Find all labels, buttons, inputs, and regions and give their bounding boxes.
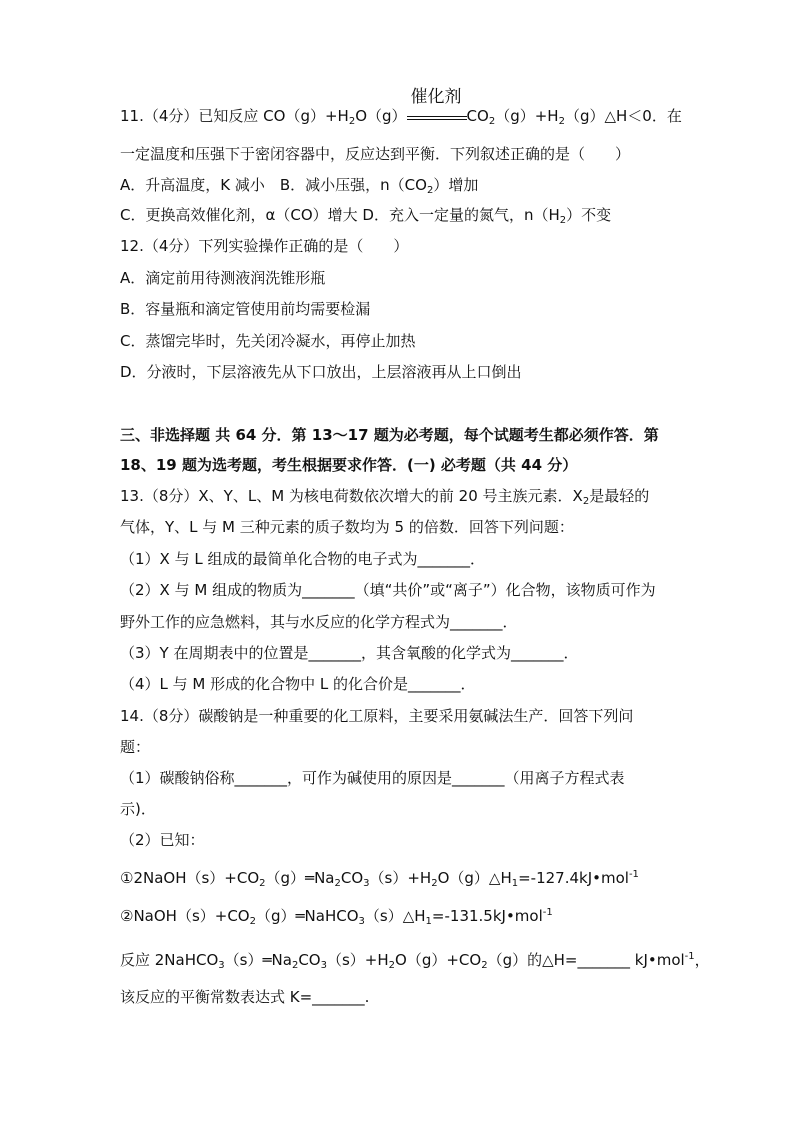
q12-stem: 12.（4分）下列实验操作正确的是（ ） [120,237,409,255]
q13-part-4: （4）L 与 M 形成的化合物中 L 的化合价是_______． [120,675,476,693]
q13-part-2-cont: 野外工作的应急燃料，其与水反应的化学方程式为_______． [120,613,518,631]
q14-reaction: 反应 $2NaHCO_3(s)═Na_2CO_3(s)+H_2O(g)+CO_2(g)$的△H=_______ kJ•mol$^{-1}$， [120,951,710,971]
q14-stem-cont: 题： [120,738,151,756]
q11-stem-cont: 一定温度和压强下于密闭容器中，反应达到平衡．下列叙述正确的是（ ） [120,145,631,163]
q14-part-1-cont: 示)． [120,800,156,818]
q13-stem-cont: 气体，Y、L 与 M 三种元素的质子数均为 5 的倍数．回答下列问题： [120,518,574,536]
q13-part-1: （1）X 与 L 组成的最简单化合物的电子式为_______． [120,550,485,568]
q11-option-ab: A．升高温度，K 减小 B．减小压强，$n(CO_2)$增加 [120,176,479,196]
section3-heading-cont: 18、19 题为选考题，考生根据要求作答．(一) 必考题（共 44 分） [120,456,578,474]
q14-equation-1: $①2NaOH(s)+CO_2(g)═Na_2CO_3(s)+H_2O(g)\triangle H_1=-127.4kJ•mol^{-1}$ [120,869,639,889]
q13-part-3: （3）Y 在周期表中的位置是_______，其含氧酸的化学式为_______． [120,644,579,662]
q12-option-d: D．分液时，下层溶液先从下口放出，上层溶液再从上口倒出 [120,363,522,381]
catalyst-arrow [407,87,467,126]
q11-stem: 11.（4分）已知反应 $CO(g)+H_2O(g)$ 催化剂 $CO_2(g)+H_2(g)\triangle H<0$．在 [120,87,682,127]
q14-part-1: （1）碳酸钠俗称_______，可作为碱使用的原因是_______（用离子方程式表 [120,769,625,787]
q13-part-2: （2）X 与 M 组成的物质为_______（填“共价”或“离子”）化合物，该物质可作为 [120,581,656,599]
q12-option-c: C．蒸馏完毕时，先关闭冷凝水，再停止加热 [120,332,416,350]
section3-heading: 三、非选择题 共 64 分．第 13～17 题为必考题，每个试题考生都必须作答．第 [120,426,659,444]
q12-option-b: B．容量瓶和滴定管使用前均需要检漏 [120,300,371,318]
q14-equilibrium-constant: 该反应的平衡常数表达式 K=_______. [120,988,370,1006]
q11-option-cd: C．更换高效催化剂，α（CO）增大 D．充入一定量的氮气，$n(H_2)$不变 [120,206,612,226]
q14-equation-2: $②NaOH(s)+CO_2(g)═NaHCO_3(s)\triangle H_1=-131.5kJ•mol^{-1}$ [120,907,553,927]
catalyst-label: 催化剂 [410,87,462,107]
q13-stem: 13.（8分）X、Y、L、M 为核电荷数依次增大的前 20 号主族元素．$X_2$是最轻的 [120,487,650,507]
q12-option-a: A．滴定前用待测液润洗锥形瓶 [120,269,326,287]
q14-stem: 14.（8分）碳酸钠是一种重要的化工原料，主要采用氨碱法生产．回答下列问 [120,707,634,725]
q14-part-2: （2）已知： [120,831,205,849]
